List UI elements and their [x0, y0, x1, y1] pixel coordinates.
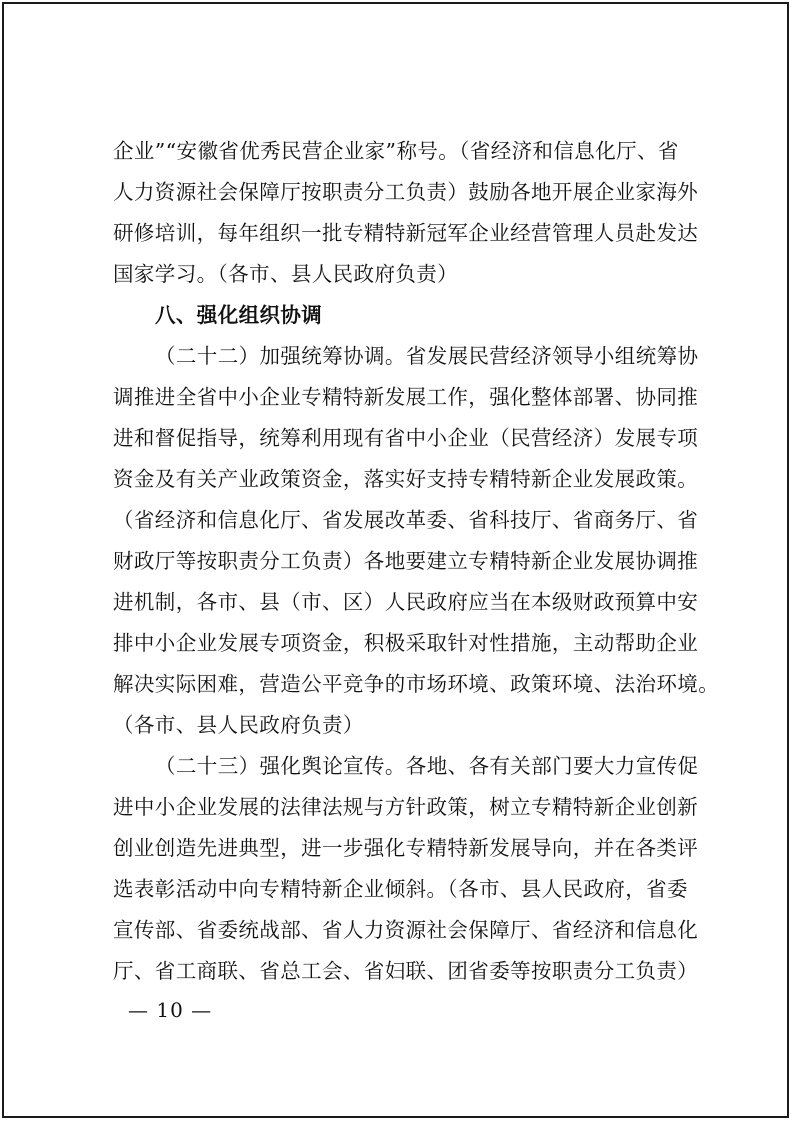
section-heading: 八、强化组织协调 — [155, 303, 323, 327]
text-line-3: 研修培训，每年组织一批专精特新冠军企业经营管理人员赴发达 — [113, 221, 699, 245]
text-line-20: 宣传部、省委统战部、省人力资源社会保障厅、省经济和信息化 — [113, 918, 699, 942]
text-line-13: 排中小企业发展专项资金，积极采取针对性措施，主动帮助企业 — [113, 631, 699, 655]
text-line-19: 选表彰活动中向专精特新企业倾斜。（各市、县人民政府，省委 — [113, 877, 688, 901]
text-line-10: （省经济和信息化厅、省发展改革委、省科技厅、省商务厅、省 — [113, 508, 699, 532]
text-line-9: 资金及有关产业政策资金，落实好支持专精特新企业发展政策。 — [113, 467, 699, 491]
page-number: — 10 — — [128, 998, 213, 1022]
text-line-15: （各市、县人民政府负责） — [113, 713, 364, 737]
document-body — [113, 131, 720, 992]
text-line-14: 解决实际困难，营造公平竞争的市场环境、政策环境、法治环境。 — [113, 672, 720, 696]
paragraph-23-start: （二十三）强化舆论宣传。各地、各有关部门要大力宣传促 — [155, 754, 699, 778]
text-line-2: 人力资源社会保障厅按职责分工负责）鼓励各地开展企业家海外 — [113, 180, 699, 204]
text-line-21: 厅、省工商联、省总工会、省妇联、团省委等按职责分工负责） — [113, 959, 699, 983]
text-line-7: 调推进全省中小企业专精特新发展工作，强化整体部署、协同推 — [113, 385, 699, 409]
text-line-4: 国家学习。（各市、县人民政府负责） — [113, 262, 459, 286]
text-line-11: 财政厅等按职责分工负责）各地要建立专精特新企业发展协调推 — [113, 549, 699, 573]
text-line-8: 进和督促指导，统筹利用现有省中小企业（民营经济）发展专项 — [113, 426, 699, 450]
text-line-1: 企业”“安徽省优秀民营企业家”称号。（省经济和信息化厅、省 — [113, 139, 679, 163]
text-line-12: 进机制，各市、县（市、区）人民政府应当在本级财政预算中安 — [113, 590, 699, 614]
text-line-17: 进中小企业发展的法律法规与方针政策，树立专精特新企业创新 — [113, 795, 699, 819]
paragraph-22-start: （二十二）加强统筹协调。省发展民营经济领导小组统筹协 — [155, 344, 699, 368]
text-line-18: 创业创造先进典型，进一步强化专精特新发展导向，并在各类评 — [113, 836, 699, 860]
